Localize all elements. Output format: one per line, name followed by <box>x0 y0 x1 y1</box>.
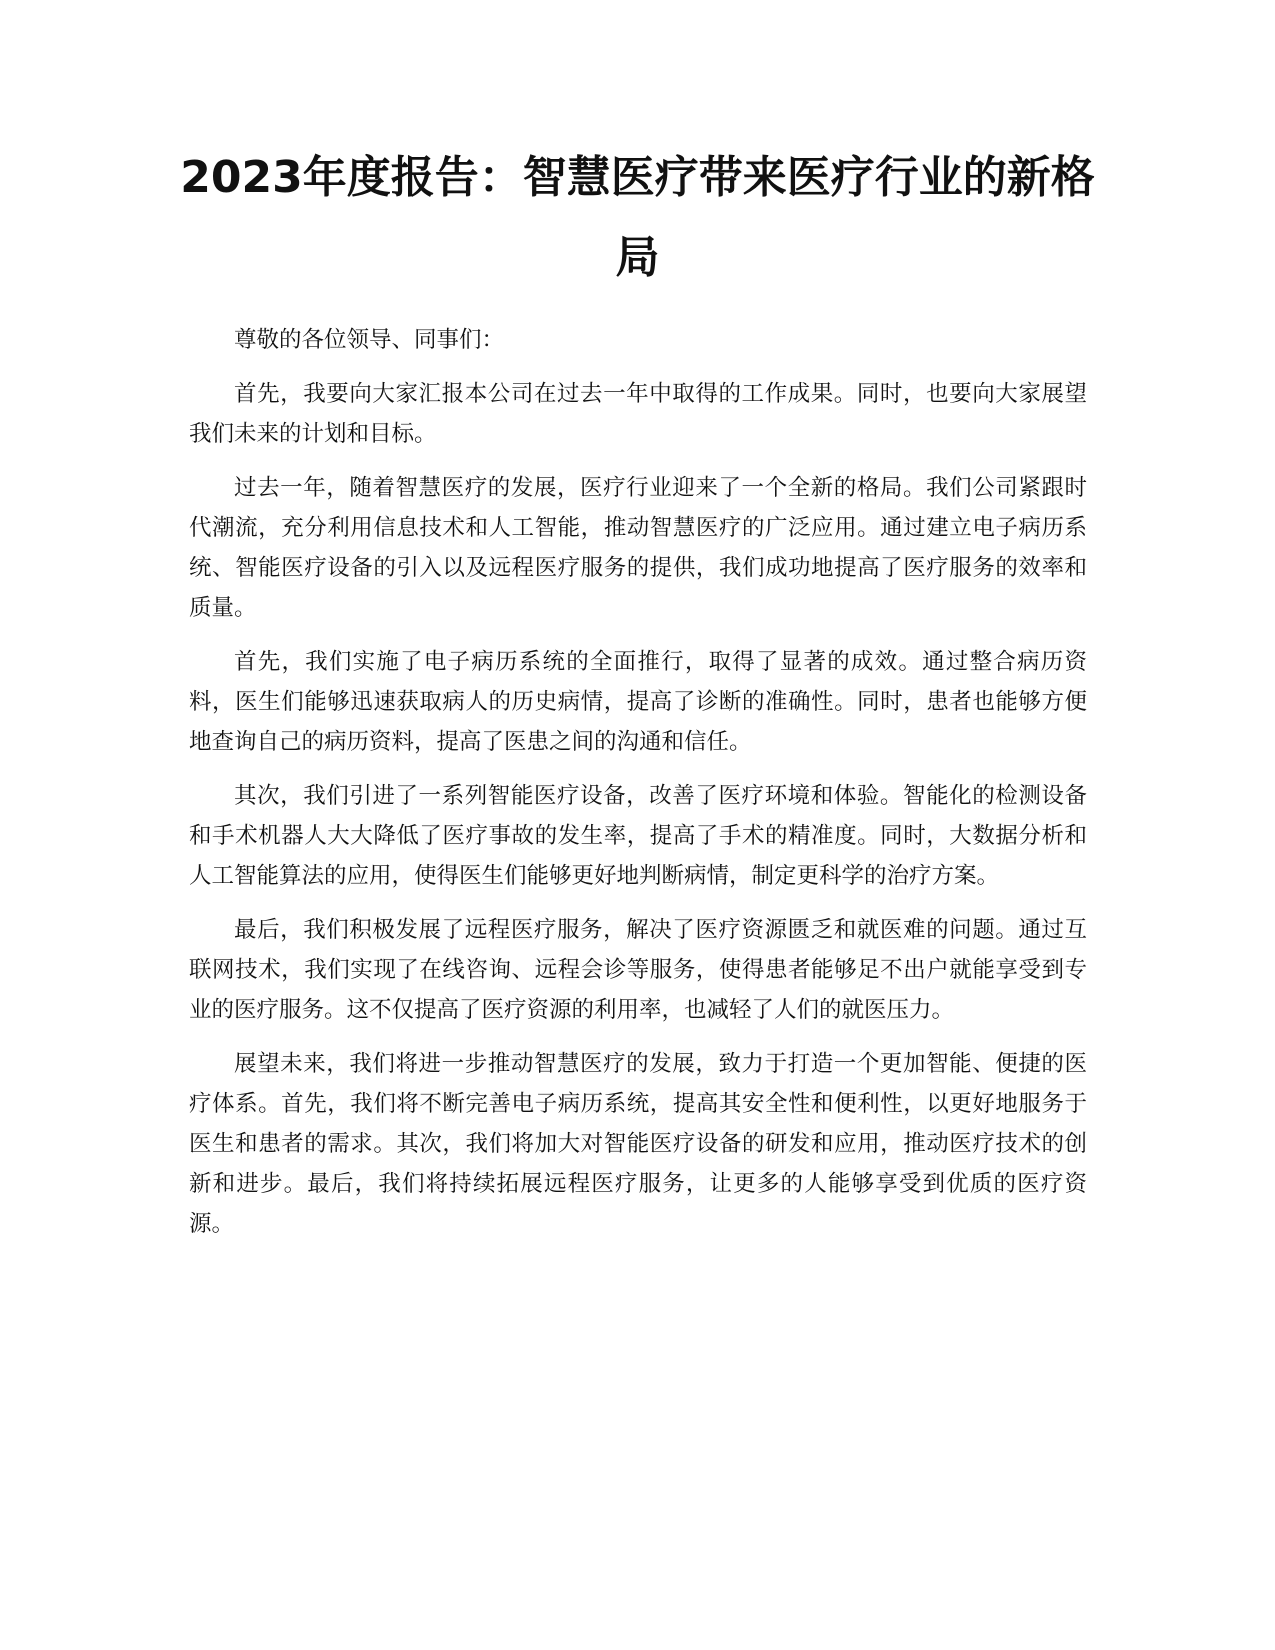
paragraph-telemedicine: 最后，我们积极发展了远程医疗服务，解决了医疗资源匮乏和就医难的问题。通过互联网技术，我们实现了在线咨询、远程会诊等服务，使得患者能够足不出户就能享受到专业的医疗服务。这不仅提高了医疗资源的利用率，也减轻了人们的就医压力。 <box>189 917 1087 1023</box>
paragraph-salutation: 尊敬的各位领导、同事们： <box>234 327 505 353</box>
paragraph-intro: 首先，我要向大家汇报本公司在过去一年中取得的工作成果。同时，也要向大家展望我们未来的计划和目标。 <box>189 381 1087 447</box>
paragraph-smart-devices: 其次，我们引进了一系列智能医疗设备，改善了医疗环境和体验。智能化的检测设备和手术机器人大大降低了医疗事故的发生率，提高了手术的精准度。同时，大数据分析和人工智能算法的应用，使得医生们能够更好地判断病情，制定更科学的治疗方案。 <box>189 783 1087 889</box>
paragraph-outlook: 展望未来，我们将进一步推动智慧医疗的发展，致力于打造一个更加智能、便捷的医疗体系。首先，我们将不断完善电子病历系统，提高其安全性和便利性，以更好地服务于医生和患者的需求。其次，我们将加大对智能医疗设备的研发和应用，推动医疗技术的创新和进步。最后，我们将持续拓展远程医疗服务，让更多的人能够享受到优质的医疗资源。 <box>189 1051 1087 1237</box>
document-body <box>189 320 1087 1258</box>
paragraph-emr: 首先，我们实施了电子病历系统的全面推行，取得了显著的成效。通过整合病历资料，医生们能够迅速获取病人的历史病情，提高了诊断的准确性。同时，患者也能够方便地查询自己的病历资料，提高了医患之间的沟通和信任。 <box>189 649 1087 755</box>
paragraph-overview: 过去一年，随着智慧医疗的发展，医疗行业迎来了一个全新的格局。我们公司紧跟时代潮流，充分利用信息技术和人工智能，推动智慧医疗的广泛应用。通过建立电子病历系统、智能医疗设备的引入以及远程医疗服务的提供，我们成功地提高了医疗服务的效率和质量。 <box>189 475 1087 621</box>
document-title: 2023年度报告：智慧医疗带来医疗行业的新格局 <box>180 152 1095 283</box>
